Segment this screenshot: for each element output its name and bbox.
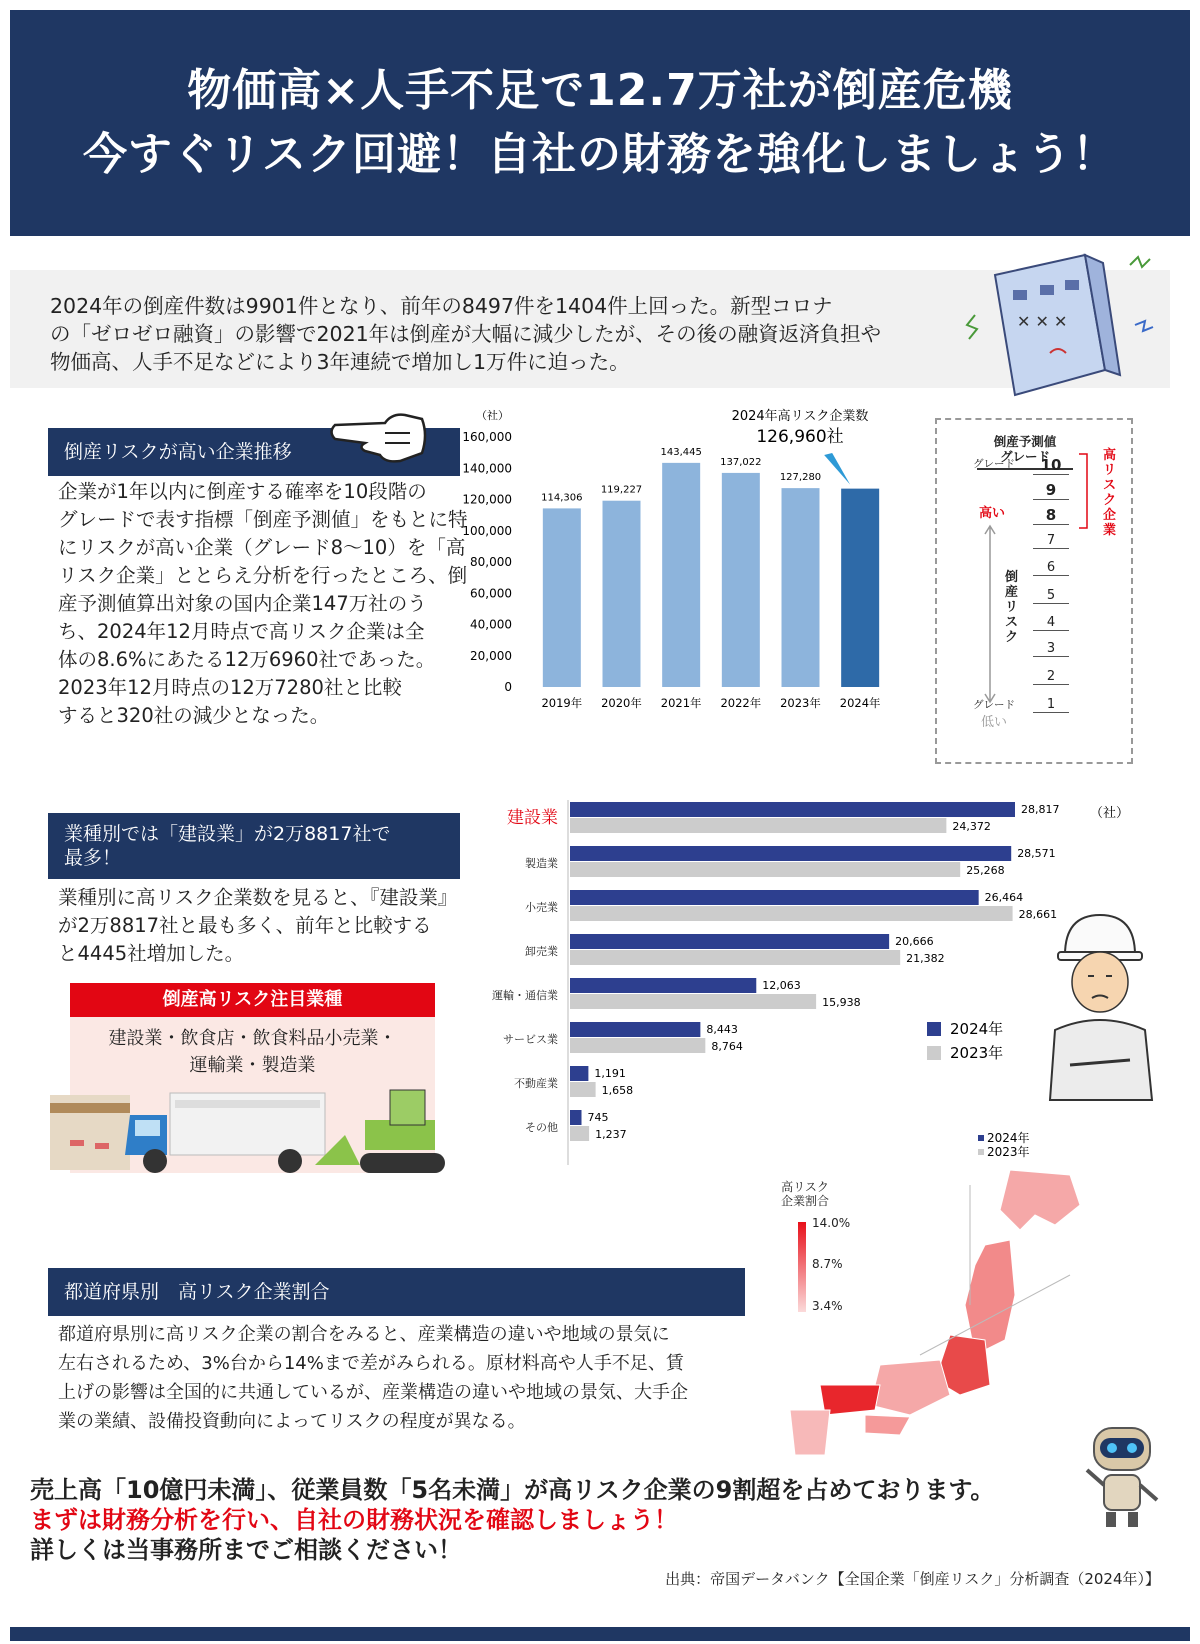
cta-block — [30, 1475, 1150, 1565]
bar-2023 — [570, 1126, 589, 1141]
value-label-2024: 26,464 — [984, 891, 1024, 904]
japan-risk-map — [770, 1155, 1090, 1465]
value-label-2024: 12,063 — [762, 979, 801, 992]
s1-line: ち、2024年12月時点で高リスク企業は全 — [58, 620, 425, 643]
section3-body — [58, 1320, 758, 1436]
y-tick-label: 120,000 — [462, 492, 512, 507]
cta-line3: 詳しくは当事務所までご相談ください！ — [30, 1536, 462, 1564]
s1-line: グレードで表す指標「倒産予測値」をもとに特 — [58, 508, 468, 531]
value-label-2023: 1,237 — [595, 1128, 627, 1141]
industry-illustration — [45, 1065, 475, 1177]
bar — [841, 489, 879, 687]
annotation-line1: 2024年高リスク企業数 — [731, 409, 869, 424]
s2-line: と4445社増加した。 — [58, 942, 245, 965]
cta-line2: まずは財務分析を行い、自社の財務状況を確認しましょう！ — [30, 1506, 678, 1534]
s1-line: にリスクが高い企業（グレード8～10）を「高 — [58, 536, 466, 559]
headline-line1: 物価高×人手不足で12.7万社が倒産危機 — [187, 65, 1013, 116]
value-label-2023: 8,764 — [711, 1040, 743, 1053]
category-label: 製造業 — [525, 857, 558, 870]
footer-bar — [10, 1627, 1190, 1641]
x-tick-label: 2024年 — [839, 696, 881, 710]
s1-line: 産予測値算出対象の国内企業147万社のう — [58, 592, 427, 615]
x-tick-label: 2019年 — [541, 696, 583, 710]
y-tick-label: 160,000 — [462, 430, 512, 444]
value-label-2023: 21,382 — [906, 952, 945, 965]
bar — [782, 488, 820, 687]
legend-swatch-2024 — [927, 1022, 941, 1036]
s1-line: 2023年12月時点の12万7280社と比較 — [58, 676, 402, 699]
bar — [662, 463, 700, 687]
legend-label-2023: 2023年 — [950, 1044, 1004, 1062]
value-label-2024: 745 — [587, 1111, 609, 1124]
bar-value-label: 143,445 — [660, 446, 702, 458]
pointing-hand-icon — [330, 405, 430, 470]
s3-line: 左右されるため、3%台から14%まで差がみられる。原材料高や人手不足、賃 — [58, 1353, 684, 1374]
value-label-2024: 1,191 — [594, 1067, 626, 1080]
risk-axis-label: 倒産リスク — [1005, 570, 1019, 645]
y-tick-label: 40,000 — [470, 617, 512, 632]
s1-line: 企業が1年以内に倒産する確率を10段階の — [58, 480, 427, 503]
bar-2024 — [570, 934, 889, 949]
s3-line: 都道府県別に高リスク企業の割合をみると、産業構造の違いや地域の景気に — [58, 1324, 670, 1345]
grade-number: 3 — [1033, 641, 1069, 657]
s1-line: リスク企業」ととらえ分析を行ったところ、倒 — [58, 564, 468, 587]
mini-legend-swatch-2024 — [978, 1135, 984, 1141]
value-label-2023: 25,268 — [966, 864, 1005, 877]
grade-box-subtitle: グレード — [999, 449, 1050, 464]
source-citation: 出典：帝国データバンク【全国企業「倒産リスク」分析調査（2024年）】 — [665, 1570, 1160, 1588]
s2-line: が2万8817社と最も多く、前年と比較する — [58, 914, 432, 937]
category-label: 運輸・通信業 — [492, 989, 558, 1002]
s2-title-line2: 最多！ — [64, 847, 122, 869]
intro-line1: 2024年の倒産件数は9901件となり、前年の8497件を1404件上回った。新型コロナ — [50, 294, 833, 318]
s1-line: すると320社の減少となった。 — [58, 704, 330, 727]
bar-2024 — [570, 1066, 588, 1081]
grade-number: 10 — [1033, 456, 1069, 475]
legend-title-line2: 企業割合 — [780, 1194, 829, 1208]
grade-number: 6 — [1033, 560, 1069, 576]
bar-value-label: 119,227 — [600, 484, 643, 496]
bar-2024 — [570, 890, 979, 905]
bar-2024 — [570, 846, 1011, 861]
annotation-pointer — [824, 453, 850, 485]
category-label: その他 — [525, 1121, 558, 1134]
bar-2023 — [570, 950, 900, 965]
unit-label: （社） — [1090, 806, 1130, 821]
value-label-2023: 24,372 — [952, 820, 991, 833]
legend-min: 3.4% — [812, 1299, 843, 1313]
y-tick-label: 100,000 — [462, 523, 512, 538]
risk-arrow-icon — [984, 524, 996, 704]
bar-value-label: 114,306 — [541, 492, 583, 504]
grade-number: 8 — [1033, 506, 1069, 525]
x-tick-label: 2020年 — [601, 696, 642, 710]
section-title-industry — [48, 813, 460, 879]
grade-box-title: 倒産予測値 — [993, 434, 1057, 449]
bar-2023 — [570, 906, 1013, 921]
bar-value-label: 127,280 — [779, 472, 822, 484]
bracket-icon — [1077, 452, 1091, 530]
grade-number: 5 — [1033, 588, 1069, 604]
s2-title-line1: 業種別では「建設業」が2万8817社で — [64, 823, 391, 845]
bar — [722, 473, 760, 687]
legend-mid: 8.7% — [812, 1257, 843, 1271]
section-title-risk-trend: 倒産リスクが高い企業推移 — [48, 428, 460, 476]
grade-number: 9 — [1033, 481, 1069, 500]
bar-2023 — [570, 994, 816, 1009]
section-title-prefecture: 都道府県別 高リスク企業割合 — [48, 1268, 745, 1316]
s3-line: 業の業績、設備投資動向によってリスクの程度が異なる。 — [58, 1411, 526, 1432]
x-tick-label: 2023年 — [780, 696, 821, 710]
s1-line: 体の8.6%にあたる12万6960社であった。 — [58, 648, 436, 671]
alert-line2: 運輸業・製造業 — [189, 1055, 316, 1076]
bar-2024 — [570, 1110, 582, 1125]
legend-max: 14.0% — [812, 1216, 851, 1230]
bar-2023 — [570, 1082, 596, 1097]
bar-2023 — [570, 862, 960, 877]
bar-2024 — [570, 978, 756, 993]
value-label-2023: 1,658 — [601, 1084, 634, 1097]
y-tick-label: 20,000 — [470, 648, 512, 663]
distressed-building-illustration — [955, 235, 1165, 410]
category-label: 不動産業 — [514, 1077, 558, 1090]
category-label: サービス業 — [503, 1033, 558, 1046]
y-tick-label: 140,000 — [462, 461, 512, 476]
y-tick-label: 80,000 — [470, 555, 512, 569]
annotation-line2: 126,960社 — [756, 427, 844, 447]
value-label-2023: 15,938 — [822, 996, 861, 1009]
x-tick-label: 2021年 — [660, 696, 702, 710]
intro-line3: 物価高、人手不足などにより3年連続で増加し1万件に迫った。 — [50, 350, 630, 374]
value-label-2024: 28,817 — [1021, 803, 1060, 816]
grade-number: 1 — [1033, 697, 1069, 713]
svg-text:✕ ✕ ✕: ✕ ✕ ✕ — [1017, 312, 1068, 331]
x-tick-label: 2022年 — [720, 696, 762, 710]
grade-number: 2 — [1033, 669, 1069, 685]
worried-worker-illustration — [1040, 910, 1170, 1100]
mini-legend-2024: 2024年 — [987, 1131, 1030, 1145]
category-label: 卸売業 — [525, 945, 558, 958]
unit-label: （社） — [476, 409, 509, 422]
grade-high-label: 高い — [979, 506, 1006, 521]
bar-2023 — [570, 1038, 705, 1053]
value-label-2024: 20,666 — [895, 935, 934, 948]
legend-label-2024: 2024年 — [950, 1020, 1004, 1038]
grade-box — [935, 418, 1133, 764]
bar-2024 — [570, 802, 1015, 817]
grade-number: 7 — [1033, 533, 1069, 549]
value-label-2024: 28,571 — [1017, 847, 1056, 860]
value-label-2023: 28,661 — [1018, 908, 1058, 921]
grade-word: グレード — [973, 458, 1015, 470]
bar — [603, 501, 641, 687]
bar-value-label: 137,022 — [720, 456, 762, 468]
legend-swatch-2023 — [927, 1046, 941, 1060]
category-label: 小売業 — [525, 901, 558, 914]
bar-2024 — [570, 1022, 700, 1037]
alert-title: 倒産高リスク注目業種 — [70, 983, 435, 1017]
mini-legend-2023: 2023年 — [987, 1145, 1030, 1159]
value-label-2024: 8,443 — [706, 1023, 738, 1036]
s3-line: 上げの影響は全国的に共通しているが、産業構造の違いや地域の景気、大手企 — [58, 1382, 688, 1403]
grade-number: 4 — [1033, 615, 1069, 631]
page-header — [10, 10, 1190, 236]
high-risk-trend-chart — [462, 409, 910, 750]
cta-line1: 売上高「10億円未満」、従業員数「5名未満」が高リスク企業の9割超を占めております。 — [30, 1476, 995, 1504]
grade-low-label: 低い — [981, 715, 1008, 730]
category-label: 建設業 — [507, 808, 558, 828]
bar-2023 — [570, 818, 946, 833]
y-tick-label: 0 — [504, 680, 512, 694]
legend-title-line1: 高リスク — [781, 1180, 829, 1194]
alert-line1: 建設業・飲食店・飲食料品小売業・ — [108, 1028, 397, 1049]
intro-line2: の「ゼロゼロ融資」の影響で2021年は倒産が大幅に減少したが、その後の融資返済負担や — [50, 322, 882, 346]
y-tick-label: 60,000 — [470, 586, 512, 601]
s2-line: 業種別に高リスク企業数を見ると、『建設業』 — [58, 886, 458, 909]
high-risk-side-label: 高リスク企業 — [1103, 448, 1117, 538]
section2-body — [58, 884, 468, 968]
headline-line2: 今すぐリスク回避！自社の財務を強化しましょう！ — [82, 129, 1118, 180]
grade-word: グレード — [973, 699, 1015, 711]
bar — [543, 508, 581, 687]
industry-breakdown-chart — [470, 800, 1130, 1170]
section1-body — [58, 478, 468, 730]
